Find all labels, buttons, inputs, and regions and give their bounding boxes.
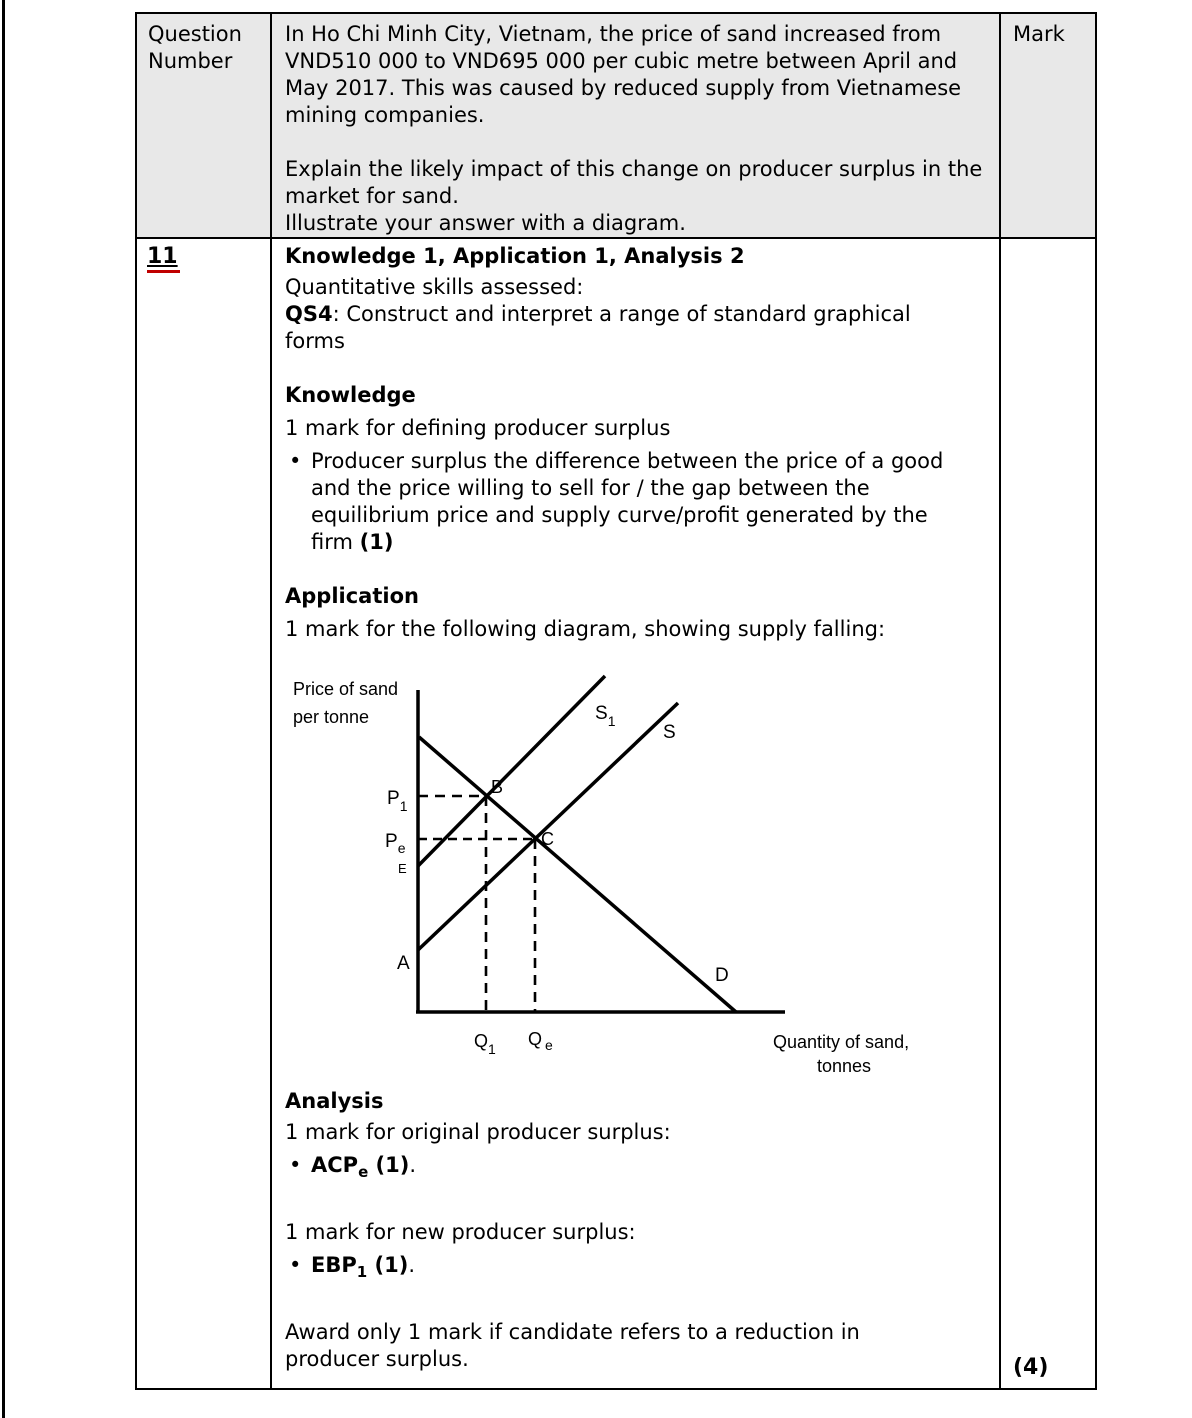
analysis-bullet-2-text <box>311 1252 415 1282</box>
analysis-bullet-2-period: . <box>408 1253 415 1277</box>
demand-curve <box>419 737 736 1012</box>
award-note: Award only 1 mark if candidate refers to a reduction in producer surplus. <box>285 1320 860 1371</box>
question-text: In Ho Chi Minh City, Vietnam, the price of sand increased from VND510 000 to VND695 000 per cubic metre between April and May 2017. This was caused by reduced supply from Vietnamese mining companies. <box>285 22 962 127</box>
application-heading: Application <box>285 584 419 608</box>
analysis-bullet-1-text <box>311 1152 417 1182</box>
answer-row <box>137 239 1095 1388</box>
supply-new-label: $S_1$ <box>595 703 616 729</box>
total-mark: (4) <box>1013 1355 1049 1380</box>
x-axis-title-line2: tonnes <box>817 1056 872 1076</box>
analysis-intro-1: 1 mark for original producer surplus: <box>285 1120 671 1144</box>
answer-content-cell <box>272 239 1001 1388</box>
quant-skills-label: Quantitative skills assessed: <box>285 275 584 299</box>
mark-total-cell <box>1001 239 1095 1388</box>
ebp1-term: $EBP_1$ (1) <box>311 1253 409 1282</box>
question-number-cell <box>137 239 272 1388</box>
application-intro: 1 mark for the following diagram, showing supply falling: <box>285 617 886 641</box>
question-instruction-2: Illustrate your answer with a diagram. <box>285 211 686 235</box>
analysis-heading: Analysis <box>285 1089 384 1113</box>
question-number: 11 <box>147 245 180 273</box>
page-left-border <box>2 0 5 1418</box>
knowledge-bullet-text <box>311 448 949 556</box>
acpe-term: $ACP_e$ (1) <box>311 1153 410 1182</box>
demand-label: D <box>715 965 729 986</box>
quantity-q1-label: $Q_1$ <box>474 1031 496 1057</box>
knowledge-bullet <box>285 448 985 556</box>
question-instruction-1: Explain the likely impact of this change on producer surplus in the market for sand. <box>285 157 983 208</box>
knowledge-bullet-body: Producer surplus the difference between the price of a good and the price willing to sell for / the gap between the equilibrium price and supply curve/profit generated by the firm <box>311 449 944 554</box>
qs4-description: : Construct and interpret a range of standard graphical forms <box>285 302 911 353</box>
y-axis-title-line2: per tonne <box>293 707 370 727</box>
spacer <box>285 129 985 156</box>
point-e-label: E <box>398 861 407 876</box>
mark-header-cell <box>1001 14 1095 237</box>
analysis-bullet-new-surplus <box>285 1252 985 1282</box>
y-axis-title-line1: Price of sand <box>293 679 399 699</box>
point-c-label: C <box>541 829 554 849</box>
supply-original-label: S <box>663 722 676 743</box>
analysis-bullet-1-period: . <box>409 1153 417 1177</box>
question-header-row <box>137 14 1095 239</box>
supply-curve-new <box>418 676 605 866</box>
question-number-header-cell <box>137 14 272 237</box>
point-b-label: B <box>491 777 504 797</box>
marks-breakdown-heading: Knowledge 1, Application 1, Analysis 2 <box>285 244 745 268</box>
point-a-label: A <box>397 953 410 974</box>
price-p1-label: $P_1$ <box>387 788 408 814</box>
knowledge-heading: Knowledge <box>285 383 416 407</box>
qs4-line <box>285 301 953 355</box>
analysis-bullet-original-surplus <box>285 1152 985 1182</box>
mark-scheme-table <box>135 12 1097 1390</box>
price-pe-label: $P_e$ <box>385 831 406 856</box>
question-text-cell <box>272 14 1001 237</box>
quantity-qe-label: Q $_e$ <box>528 1029 553 1053</box>
question-number-header-label: Question Number <box>148 22 242 73</box>
x-axis-title-line1: Quantity of sand, <box>773 1032 910 1052</box>
mark-header-label: Mark <box>1013 22 1065 46</box>
supply-demand-diagram <box>285 667 935 1082</box>
qs4-code: QS4 <box>285 302 333 326</box>
knowledge-intro: 1 mark for defining producer surplus <box>285 416 671 440</box>
knowledge-bullet-mark: (1) <box>359 530 394 554</box>
analysis-intro-2: 1 mark for new producer surplus: <box>285 1220 636 1244</box>
